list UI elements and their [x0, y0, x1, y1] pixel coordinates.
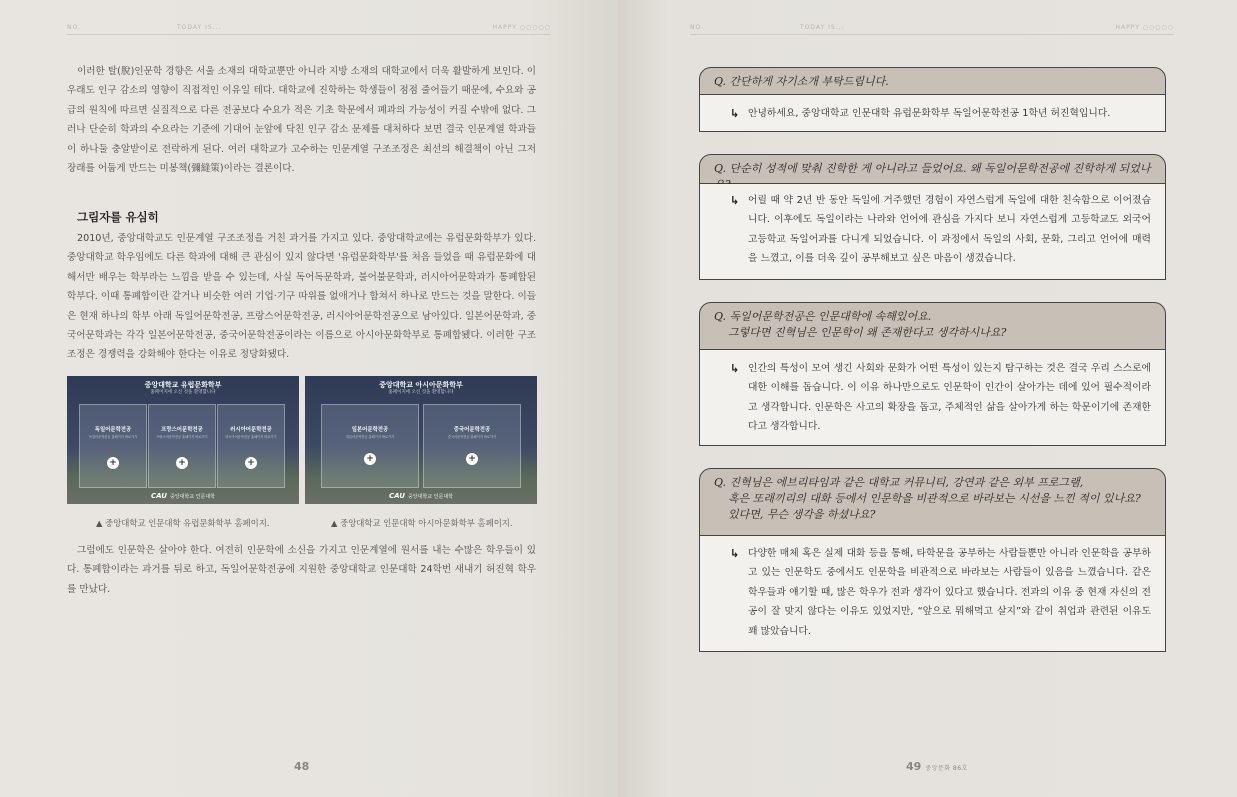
- arrow-icon: ↳: [730, 194, 740, 207]
- question-box: [699, 468, 1166, 536]
- image-title: 중앙대학교 유럽문화학부: [144, 381, 222, 389]
- header-no: NO.: [67, 24, 81, 31]
- plus-icon: +: [364, 453, 376, 465]
- answer-box: [699, 536, 1166, 652]
- answer-text: 인간의 특성이 모여 생긴 사회와 문화가 어떤 특성이 있는지 탐구하는 것은 결국 우리 스스로에 대한 이해를 돕습니다. 이 이유 하나만으로도 인문학이 인간이 살아가는 데에 있어 필수적이라고 생각합니다. 인문학은 사고의 확장을 돕고, 주체적인 삶을 살아가게 하는 학문이기에 존재한다고 생각합니다.: [748, 363, 1151, 433]
- header-rule: [690, 34, 1174, 35]
- question-line: 혹은 또래끼리의 대화 등에서 인문학을 비관적으로 바라보는 시선을 느낀 적이 있나요?: [728, 492, 1141, 505]
- paragraph-2: 2010년, 중앙대학교도 인문계열 구조조정을 거친 과거를 가지고 있다. 중앙대학교에는 유럽문화학부가 있다. 중앙대학교 학우임에도 다른 학과에 대해 큰 관심이 있지 않다면 '유럽문화학부'를 처음 들었을 때 유럽문화에 대해서만 배우는 학부라는 느낌을 받을 수 있는데, 사실 독어독문학과, 불어불문학과, 러시아어문학과가 통폐합된 학부다. 이때 통폐합이란 같거나 비슷한 여러 기업·기구 따위를 없애거나 합쳐서 하나로 만드는 것을 말한다. 이들은 현재 하나의 학부 아래 독일어문학전공, 프랑스어문학전공, 러시아어문학전공으로 남아있다. 일본어문학과, 중국어문학과는 각각 일본어문학전공, 중국어문학전공이라는 이름으로 아시아문화학부로 통폐합됐다. 이러한 구조조정은 경쟁력을 강화해야 한다는 이유로 정당화됐다.: [67, 233, 537, 361]
- answer-text: 안녕하세요, 중앙대학교 인문대학 유럽문화학부 독일어문학전공 1학년 허진혁입니다.: [748, 108, 1111, 119]
- asia-dept-homepage-image: [305, 376, 537, 504]
- header-happy: HAPPY ○○○○○: [492, 24, 551, 31]
- question-box: [699, 67, 1166, 95]
- question-box: [699, 302, 1166, 350]
- arrow-icon: ↳: [730, 107, 740, 120]
- header-today: TODAY IS...: [800, 24, 845, 31]
- major-name: 독일어문학전공: [94, 427, 132, 433]
- major-name: 러시아어문학전공: [230, 427, 272, 433]
- major-card: [321, 404, 419, 488]
- header-no: NO.: [690, 24, 704, 31]
- answer-text: 다양한 매체 혹은 실제 대화 등을 통해, 타학문을 공부하는 사람들뿐만 아니라 인문학을 공부하고 있는 인문학도 중에서도 인문학을 비관적으로 바라보는 사람들이 있음을 느꼈습니다. 같은 학우들과 얘기할 때, 많은 학우가 전과 생각이 있다고 했습니다. 전과의 이유 중 현재 자신의 전공이 잘 맞지 않다는 이유도 있었지만, “앞으로 뭐해먹고 살지”와 같이 취업과 관련된 이유도 꽤 많았습니다.: [748, 548, 1151, 637]
- image-subtitle: 홈페이지에 오신 것을 환영합니다: [150, 390, 216, 395]
- answer-box: [699, 184, 1166, 280]
- major-card: [217, 404, 285, 488]
- major-name: 중국어문학전공: [453, 427, 491, 433]
- subheading: 그림자를 유심히: [77, 210, 159, 224]
- image-caption-2: ▲ 중앙대학교 인문대학 아시아문화학부 홈페이지.: [331, 518, 513, 528]
- major-link-text: 러시아어문학전공 홈페이지 바로가기: [225, 435, 277, 439]
- major-card: [79, 404, 147, 488]
- europe-dept-homepage-image: [67, 376, 299, 504]
- paragraph-3: 그럼에도 인문학은 살아야 한다. 여전히 인문학에 소신을 가지고 인문계열에 원서를 내는 수많은 학우들이 있다. 통폐합이라는 과거를 뒤로 하고, 독일어문학전공에 지원한 중앙대학교 인문대학 24학번 새내기 허진혁 학우를 만났다.: [67, 545, 536, 595]
- plus-icon: +: [245, 457, 257, 469]
- page-header: [690, 24, 1174, 36]
- image-title: 중앙대학교 아시아문화학부: [379, 381, 463, 389]
- major-name: 프랑스어문학전공: [161, 427, 203, 433]
- major-card: [423, 404, 521, 488]
- question-box: [699, 154, 1166, 184]
- question-line: Q. 단순히 성적에 맞춰 진학한 게 아니라고 들었어요. 왜 독일어문학전공에 진학하게 되었나: [714, 162, 1151, 175]
- page-number: 48: [294, 760, 310, 773]
- arrow-icon: ↳: [730, 362, 740, 375]
- plus-icon: +: [176, 457, 188, 469]
- major-link-text: 중국어문학전공 홈페이지 바로가기: [447, 435, 497, 439]
- magazine-issue: 중앙문화 86호: [925, 765, 968, 772]
- answer-box: [699, 350, 1166, 446]
- image-caption-1: ▲ 중앙대학교 인문대학 유럽문화학부 홈페이지.: [96, 518, 270, 528]
- question-line: Q. 진혁님은 에브리타임과 같은 대학교 커뮤니티, 강연과 같은 외부 프로그램,: [714, 476, 1084, 489]
- header-happy: HAPPY ○○○○○: [1115, 24, 1174, 31]
- major-card: [148, 404, 216, 488]
- left-page: [0, 0, 618, 797]
- page-header: [67, 24, 551, 36]
- major-link-text: 일본어문학전공 홈페이지 바로가기: [345, 435, 395, 439]
- question-line: Q. 독일어문학전공은 인문대학에 속해있어요.: [714, 310, 932, 323]
- image-subtitle: 홈페이지에 오신 것을 환영합니다: [388, 390, 454, 395]
- major-name: 일본어문학전공: [351, 427, 389, 433]
- question-line: Q. 간단하게 자기소개 부탁드립니다.: [714, 75, 889, 88]
- cau-logo: CAU 중앙대학교 인문대학: [389, 492, 453, 500]
- question-line: 있다면, 무슨 생각을 하셨나요?: [728, 508, 876, 521]
- header-rule: [67, 34, 551, 35]
- cau-logo: CAU 중앙대학교 인문대학: [151, 492, 215, 500]
- major-link-text: 독일어문학전공 홈페이지 바로가기: [88, 435, 138, 439]
- question-line: 그렇다면 진혁님은 인문학이 왜 존재한다고 생각하시나요?: [728, 326, 1007, 339]
- plus-icon: +: [466, 453, 478, 465]
- major-link-text: 프랑스어문학전공 홈페이지 바로가기: [156, 435, 208, 439]
- plus-icon: +: [107, 457, 119, 469]
- header-today: TODAY IS...: [177, 24, 222, 31]
- page-number: 49 중앙문화 86호: [906, 760, 968, 773]
- arrow-icon: ↳: [730, 547, 740, 560]
- answer-box: [699, 95, 1166, 132]
- answer-text: 어릴 때 약 2년 반 동안 독일에 거주했던 경험이 자연스럽게 독일에 대한 친숙함으로 이어졌습니다. 이후에도 독일이라는 나라와 언어에 관심을 가지다 보니 자연스럽게 고등학교도 외국어고등학교 독일어과를 다니게 되었습니다. 이 과정에서 독일의 사회, 문화, 그리고 언어에 매력을 느꼈고, 이를 더욱 깊이 공부해보고 싶은 마음이 생겼습니다.: [748, 195, 1151, 265]
- intro-paragraph: 이러한 탈(脫)인문학 경향은 서울 소재의 대학교뿐만 아니라 지방 소재의 대학교에서 더욱 활발하게 보인다. 이우래도 인구 감소의 영향이 직접적인 이유일 테다. 대학교에 진학하는 학생들이 점점 줄어들기 때문에, 수요와 공급의 원칙에 따르면 실질적으로 다른 전공보다 수요가 적은 기초 학문에서 폐과의 가능성이 커질 수밖에 없다. 그러나 단순히 학과의 수요라는 기준에 기대어 눈앞에 닥친 인구 감소 문제를 대처하다 보면 결국 인문계열 학과들이 하나둘 충알받이로 전락하게 된다. 여러 대학교가 고수하는 인문계열 구조조정은 최선의 해결책이 아닌 그저 장래를 어둡게 만드는 미봉책(彌縫策)이라는 결론이다.: [67, 66, 536, 175]
- right-page: [618, 0, 1237, 797]
